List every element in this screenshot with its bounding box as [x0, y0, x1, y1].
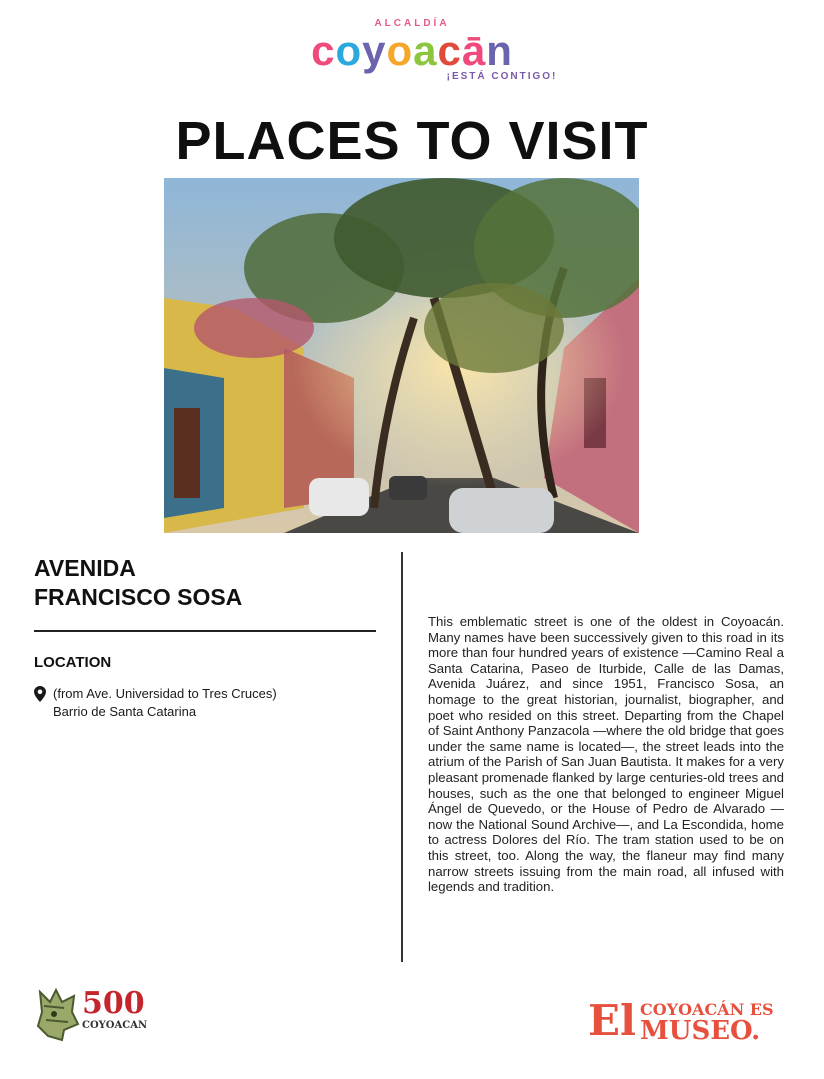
place-name-line1: AVENIDA: [34, 555, 136, 581]
logo-alcaldia-text: ALCALDÍA: [374, 18, 450, 29]
logo-letter: o: [386, 27, 414, 74]
coyote-head-icon: [34, 986, 80, 1042]
place-name-line2: FRANCISCO SOSA: [34, 584, 243, 610]
street-photo: [164, 178, 639, 533]
map-pin-icon: [34, 685, 48, 721]
logo-wordmark: [0, 29, 824, 73]
footer-coyoacan-label: COYOACAN: [82, 1020, 148, 1031]
location-line2: Barrio de Santa Catarina: [53, 704, 197, 719]
coyoacan-logo: [0, 18, 824, 82]
logo-letter: y: [362, 27, 387, 74]
logo-letter: c: [311, 27, 336, 74]
logo-tagline: ¡ESTÁ CONTIGO!: [446, 71, 558, 82]
location-label: LOCATION: [34, 654, 112, 671]
museo-top-text: COYOACÁN ES: [640, 1000, 774, 1019]
heading-rule: [34, 630, 376, 632]
footer-number: 500: [82, 986, 145, 1021]
logo-letter: ā: [461, 27, 487, 74]
location-row: [34, 685, 376, 721]
place-description: This emblematic street is one of the oldest in Coyoacán. Many names have been successively given to this road in its more than four hundred years of existence —Camino Real a Santa Catarina, Paseo de Iturbide, Calle de las Damas, Avenida Juárez, and since 1951, Francisco Sosa, an homage to the great historian, journalist, biographer, and poet who resided on this street. Departing from the Chapel of Saint Anthony Panzacola —where the old bridge that goes under the same name is located—, the street leads into the atrium of the Parish of San Juan Bautista. It makes for a very pleasant promenade flanked by large centuries-old trees and houses, such as the one that belonged to engineer Miguel Ángel de Quevedo, or the House of Pedro de Alvarado —now the National Sound Archive—, and La Escondida, home to actress Dolores del Río. The tram station used to be on this street, too. Along the way, the flaneur may find many narrow streets issuing from the main road, all infused with legends and tradition.: [428, 614, 784, 895]
location-line1: (from Ave. Universidad to Tres Cruces): [53, 686, 277, 701]
column-divider: [401, 552, 403, 962]
logo-letter: a: [413, 27, 438, 74]
coyoacan-500-logo: [34, 986, 154, 1046]
location-text: [53, 685, 277, 721]
place-info: [34, 554, 376, 721]
logo-letter: n: [486, 27, 513, 74]
el-coyoacan-es-museo-logo: [588, 998, 788, 1048]
museo-bottom-text: MUSEO.: [640, 1016, 761, 1046]
place-name: [34, 554, 376, 612]
logo-letter: o: [335, 27, 363, 74]
museo-el-text: El: [588, 996, 636, 1045]
page-title: PLACES TO VISIT: [175, 111, 649, 171]
logo-letter: c: [437, 27, 462, 74]
